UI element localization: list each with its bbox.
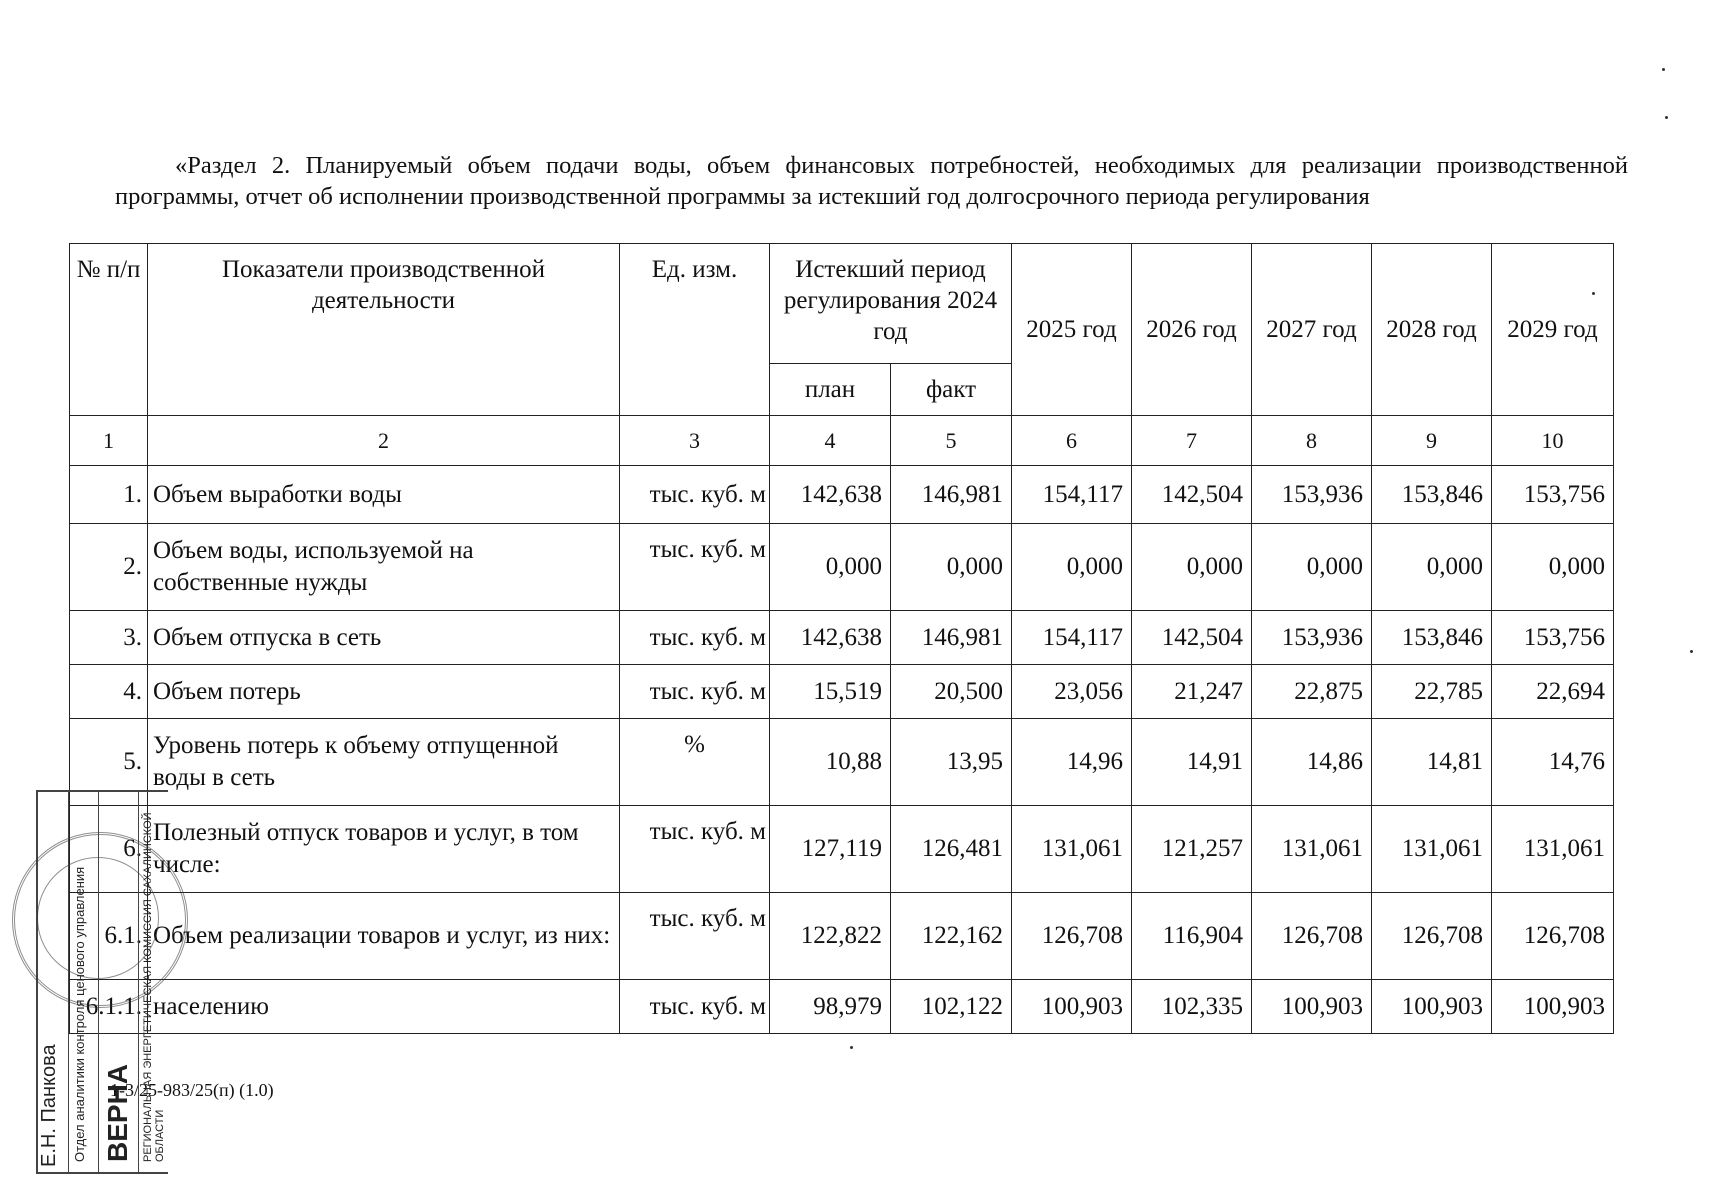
value-cell: 131,061 [1252,806,1372,893]
header-plan: план [770,364,891,416]
stamp-department: Отдел аналитики контроля ценового управления [72,866,87,1162]
value-cell: 131,061 [1492,806,1614,893]
scan-speck [1665,116,1668,119]
row-num: 4. [70,665,148,719]
value-cell: 153,846 [1372,466,1492,524]
value-cell: 0,000 [770,524,891,611]
index-cell: 2 [148,416,620,466]
header-indicator: Показатели производственной деятельности [148,244,620,416]
header-year-2026: 2026 год [1132,244,1252,416]
value-cell: 20,500 [891,665,1012,719]
scan-speck [1662,68,1665,71]
header-year-2025: 2025 год [1012,244,1132,416]
row-label: Объем реализации товаров и услуг, из них: [148,893,620,980]
row-label: Объем отпуска в сеть [148,611,620,665]
value-cell: 153,936 [1252,611,1372,665]
header-row [70,244,1614,364]
index-cell: 9 [1372,416,1492,466]
row-unit: тыс. куб. м [620,806,770,893]
value-cell: 21,247 [1132,665,1252,719]
value-cell: 13,95 [891,719,1012,806]
value-cell: 14,86 [1252,719,1372,806]
header-num: № п/п [70,244,148,416]
value-cell: 131,061 [1372,806,1492,893]
row-num: 6. [70,806,148,893]
row-label: Полезный отпуск товаров и услуг, в том числе: [148,806,620,893]
row-unit: тыс. куб. м [620,524,770,611]
index-cell: 5 [891,416,1012,466]
table-row [70,665,1614,719]
value-cell: 0,000 [1252,524,1372,611]
row-label: Объем выработки воды [148,466,620,524]
row-unit: тыс. куб. м [620,466,770,524]
header-past-period: Истекший период регулирования 2024 год [770,244,1012,364]
value-cell: 146,981 [891,611,1012,665]
index-cell: 1 [70,416,148,466]
header-year-2029: 2029 год [1492,244,1614,416]
table-row [70,466,1614,524]
value-cell: 142,638 [770,611,891,665]
value-cell: 14,76 [1492,719,1614,806]
row-label: Объем потерь [148,665,620,719]
value-cell: 122,822 [770,893,891,980]
stamp-divider [138,792,139,1172]
stamp-signer: Е.Н. Панкова [38,1044,60,1167]
value-cell: 153,936 [1252,466,1372,524]
row-num: 3. [70,611,148,665]
index-cell: 6 [1012,416,1132,466]
index-cell: 7 [1132,416,1252,466]
row-unit: тыс. куб. м [620,980,770,1034]
row-label: населению [148,980,620,1034]
value-cell: 126,708 [1492,893,1614,980]
value-cell: 22,875 [1252,665,1372,719]
value-cell: 22,694 [1492,665,1614,719]
index-cell: 3 [620,416,770,466]
value-cell: 153,756 [1492,611,1614,665]
table-row [70,806,1614,893]
stamp-agency: РЕГИОНАЛЬНАЯ ЭНЕРГЕТИЧЕСКАЯ КОМИССИЯ САХАЛИНСКОЙ ОБЛАСТИ [142,812,166,1162]
scan-speck [1690,650,1693,653]
value-cell: 126,708 [1012,893,1132,980]
value-cell: 14,81 [1372,719,1492,806]
stamp-divider [98,792,99,1172]
section-heading: «Раздел 2. Планируемый объем подачи воды, объем финансовых потребностей, необходимых для реализации производственной программы, отчет об исполнении производственной программы за истекший год долгосрочного периода регулирования [115,152,1628,210]
table-row [70,611,1614,665]
value-cell: 153,756 [1492,466,1614,524]
value-cell: 142,504 [1132,611,1252,665]
index-cell: 4 [770,416,891,466]
value-cell: 126,481 [891,806,1012,893]
value-cell: 100,903 [1012,980,1132,1034]
scan-speck [1592,292,1595,295]
row-unit: тыс. куб. м [620,893,770,980]
row-num: 6.1.1. [70,980,148,1034]
value-cell: 0,000 [1492,524,1614,611]
row-unit: % [620,719,770,806]
header-fact: факт [891,364,1012,416]
value-cell: 142,638 [770,466,891,524]
value-cell: 142,504 [1132,466,1252,524]
value-cell: 0,000 [891,524,1012,611]
header-year-2027: 2027 год [1252,244,1372,416]
value-cell: 15,519 [770,665,891,719]
value-cell: 14,91 [1132,719,1252,806]
row-unit: тыс. куб. м [620,665,770,719]
value-cell: 98,979 [770,980,891,1034]
value-cell: 22,785 [1372,665,1492,719]
value-cell: 0,000 [1012,524,1132,611]
stamp-divider [68,792,69,1172]
header-unit: Ед. изм. [620,244,770,416]
row-num: 6.1. [70,893,148,980]
value-cell: 126,708 [1372,893,1492,980]
value-cell: 126,708 [1252,893,1372,980]
value-cell: 116,904 [1132,893,1252,980]
value-cell: 102,335 [1132,980,1252,1034]
value-cell: 121,257 [1132,806,1252,893]
value-cell: 131,061 [1012,806,1132,893]
value-cell: 100,903 [1372,980,1492,1034]
row-unit: тыс. куб. м [620,611,770,665]
value-cell: 14,96 [1012,719,1132,806]
value-cell: 122,162 [891,893,1012,980]
table-row [70,893,1614,980]
value-cell: 146,981 [891,466,1012,524]
value-cell: 153,846 [1372,611,1492,665]
row-num: 5. [70,719,148,806]
value-cell: 0,000 [1372,524,1492,611]
row-label: Уровень потерь к объему отпущенной воды в сеть [148,719,620,806]
index-cell: 8 [1252,416,1372,466]
row-num: 1. [70,466,148,524]
table-row [70,980,1614,1034]
value-cell: 100,903 [1492,980,1614,1034]
header-year-2028: 2028 год [1372,244,1492,416]
value-cell: 154,117 [1012,611,1132,665]
value-cell: 100,903 [1252,980,1372,1034]
scan-speck [850,1046,853,1049]
certification-stamp [36,790,168,1174]
row-label: Объем воды, используемой на собственные нужды [148,524,620,611]
value-cell: 10,88 [770,719,891,806]
row-num: 2. [70,524,148,611]
index-cell: 10 [1492,416,1614,466]
value-cell: 154,117 [1012,466,1132,524]
value-cell: 23,056 [1012,665,1132,719]
table-row [70,719,1614,806]
column-index-row [70,416,1614,466]
value-cell: 127,119 [770,806,891,893]
value-cell: 102,122 [891,980,1012,1034]
stamp-title: ВЕРНА [102,1063,133,1162]
production-program-table [69,243,1614,1034]
document-code: 1-3/25-983/25(п) (1.0) [110,1080,274,1100]
value-cell: 0,000 [1132,524,1252,611]
table-row [70,524,1614,611]
